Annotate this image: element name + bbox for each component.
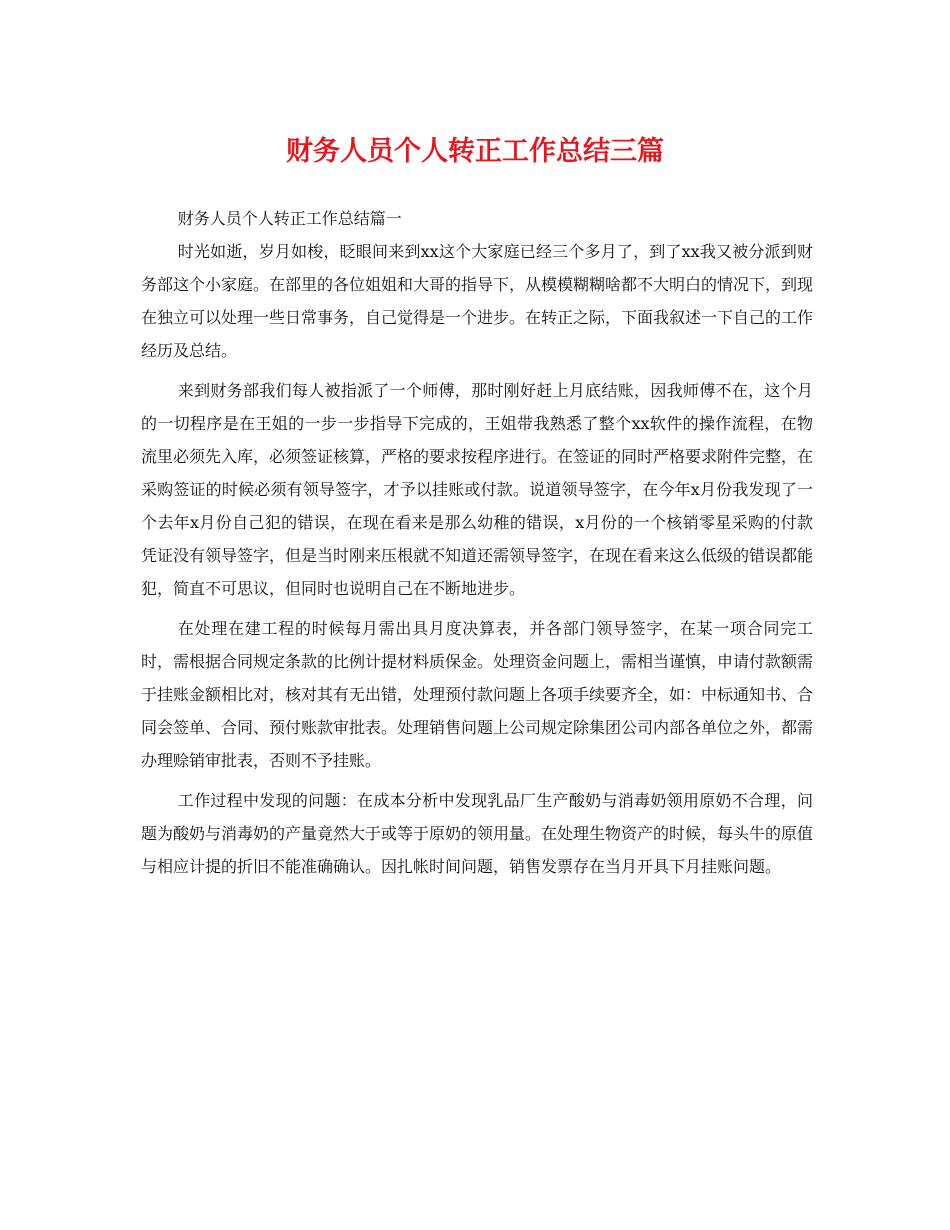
section-heading: 财务人员个人转正工作总结篇一	[177, 209, 402, 228]
paragraph-4: 工作过程中发现的问题：在成本分析中发现乳品厂生产酸奶与消毒奶领用原奶不合理，问题为酸奶与消毒奶的产量竟然大于或等于原奶的领用量。在处理生物资产的时候，每头牛的原值与相应计提的折旧不能准确确认。因扎帐时间问题，销售发票存在当月开具下月挂账问题。	[141, 791, 814, 876]
paragraph-3: 在处理在建工程的时候每月需出具月度决算表，并各部门领导签字，在某一项合同完工时，需根据合同规定条款的比例计提材料质保金。处理资金问题上，需相当谨慎，申请付款额需于挂账金额相比对，核对其有无出错，处理预付款问题上各项手续要齐全，如：中标通知书、合同会签单、合同、预付账款审批表。处理销售问题上公司规定除集团公司内部各单位之外，都需办理赊销审批表，否则不予挂账。	[141, 619, 814, 770]
document-body	[141, 202, 813, 883]
document-title: 财务人员个人转正工作总结三篇	[286, 136, 664, 167]
paragraph-1: 时光如逝，岁月如梭，眨眼间来到xx这个大家庭已经三个多月了，到了xx我又被分派到财务部这个小家庭。在部里的各位姐姐和大哥的指导下，从模模糊糊啥都不大明白的情况下，到现在独立可以处理一些日常事务，自己觉得是一个进步。在转正之际，下面我叙述一下自己的工作经历及总结。	[141, 242, 814, 360]
paragraph-2: 来到财务部我们每人被指派了一个师傅，那时刚好赶上月底结账，因我师傅不在，这个月的一切程序是在王姐的一步一步指导下完成的，王姐带我熟悉了整个xx软件的操作流程，在物流里必须先入库，必须签证核算，严格的要求按程序进行。在签证的同时严格要求附件完整，在采购签证的时候必须有领导签字，才予以挂账或付款。说道领导签字，在今年x月份我发现了一个去年x月份自己犯的错误，在现在看来是那么幼稚的错误，x月份的一个核销零星采购的付款凭证没有领导签字，但是当时刚来压根就不知道还需领导签字，在现在看来这么低级的错误都能犯，简直不可思议，但同时也说明自己在不断地进步。	[141, 381, 814, 598]
